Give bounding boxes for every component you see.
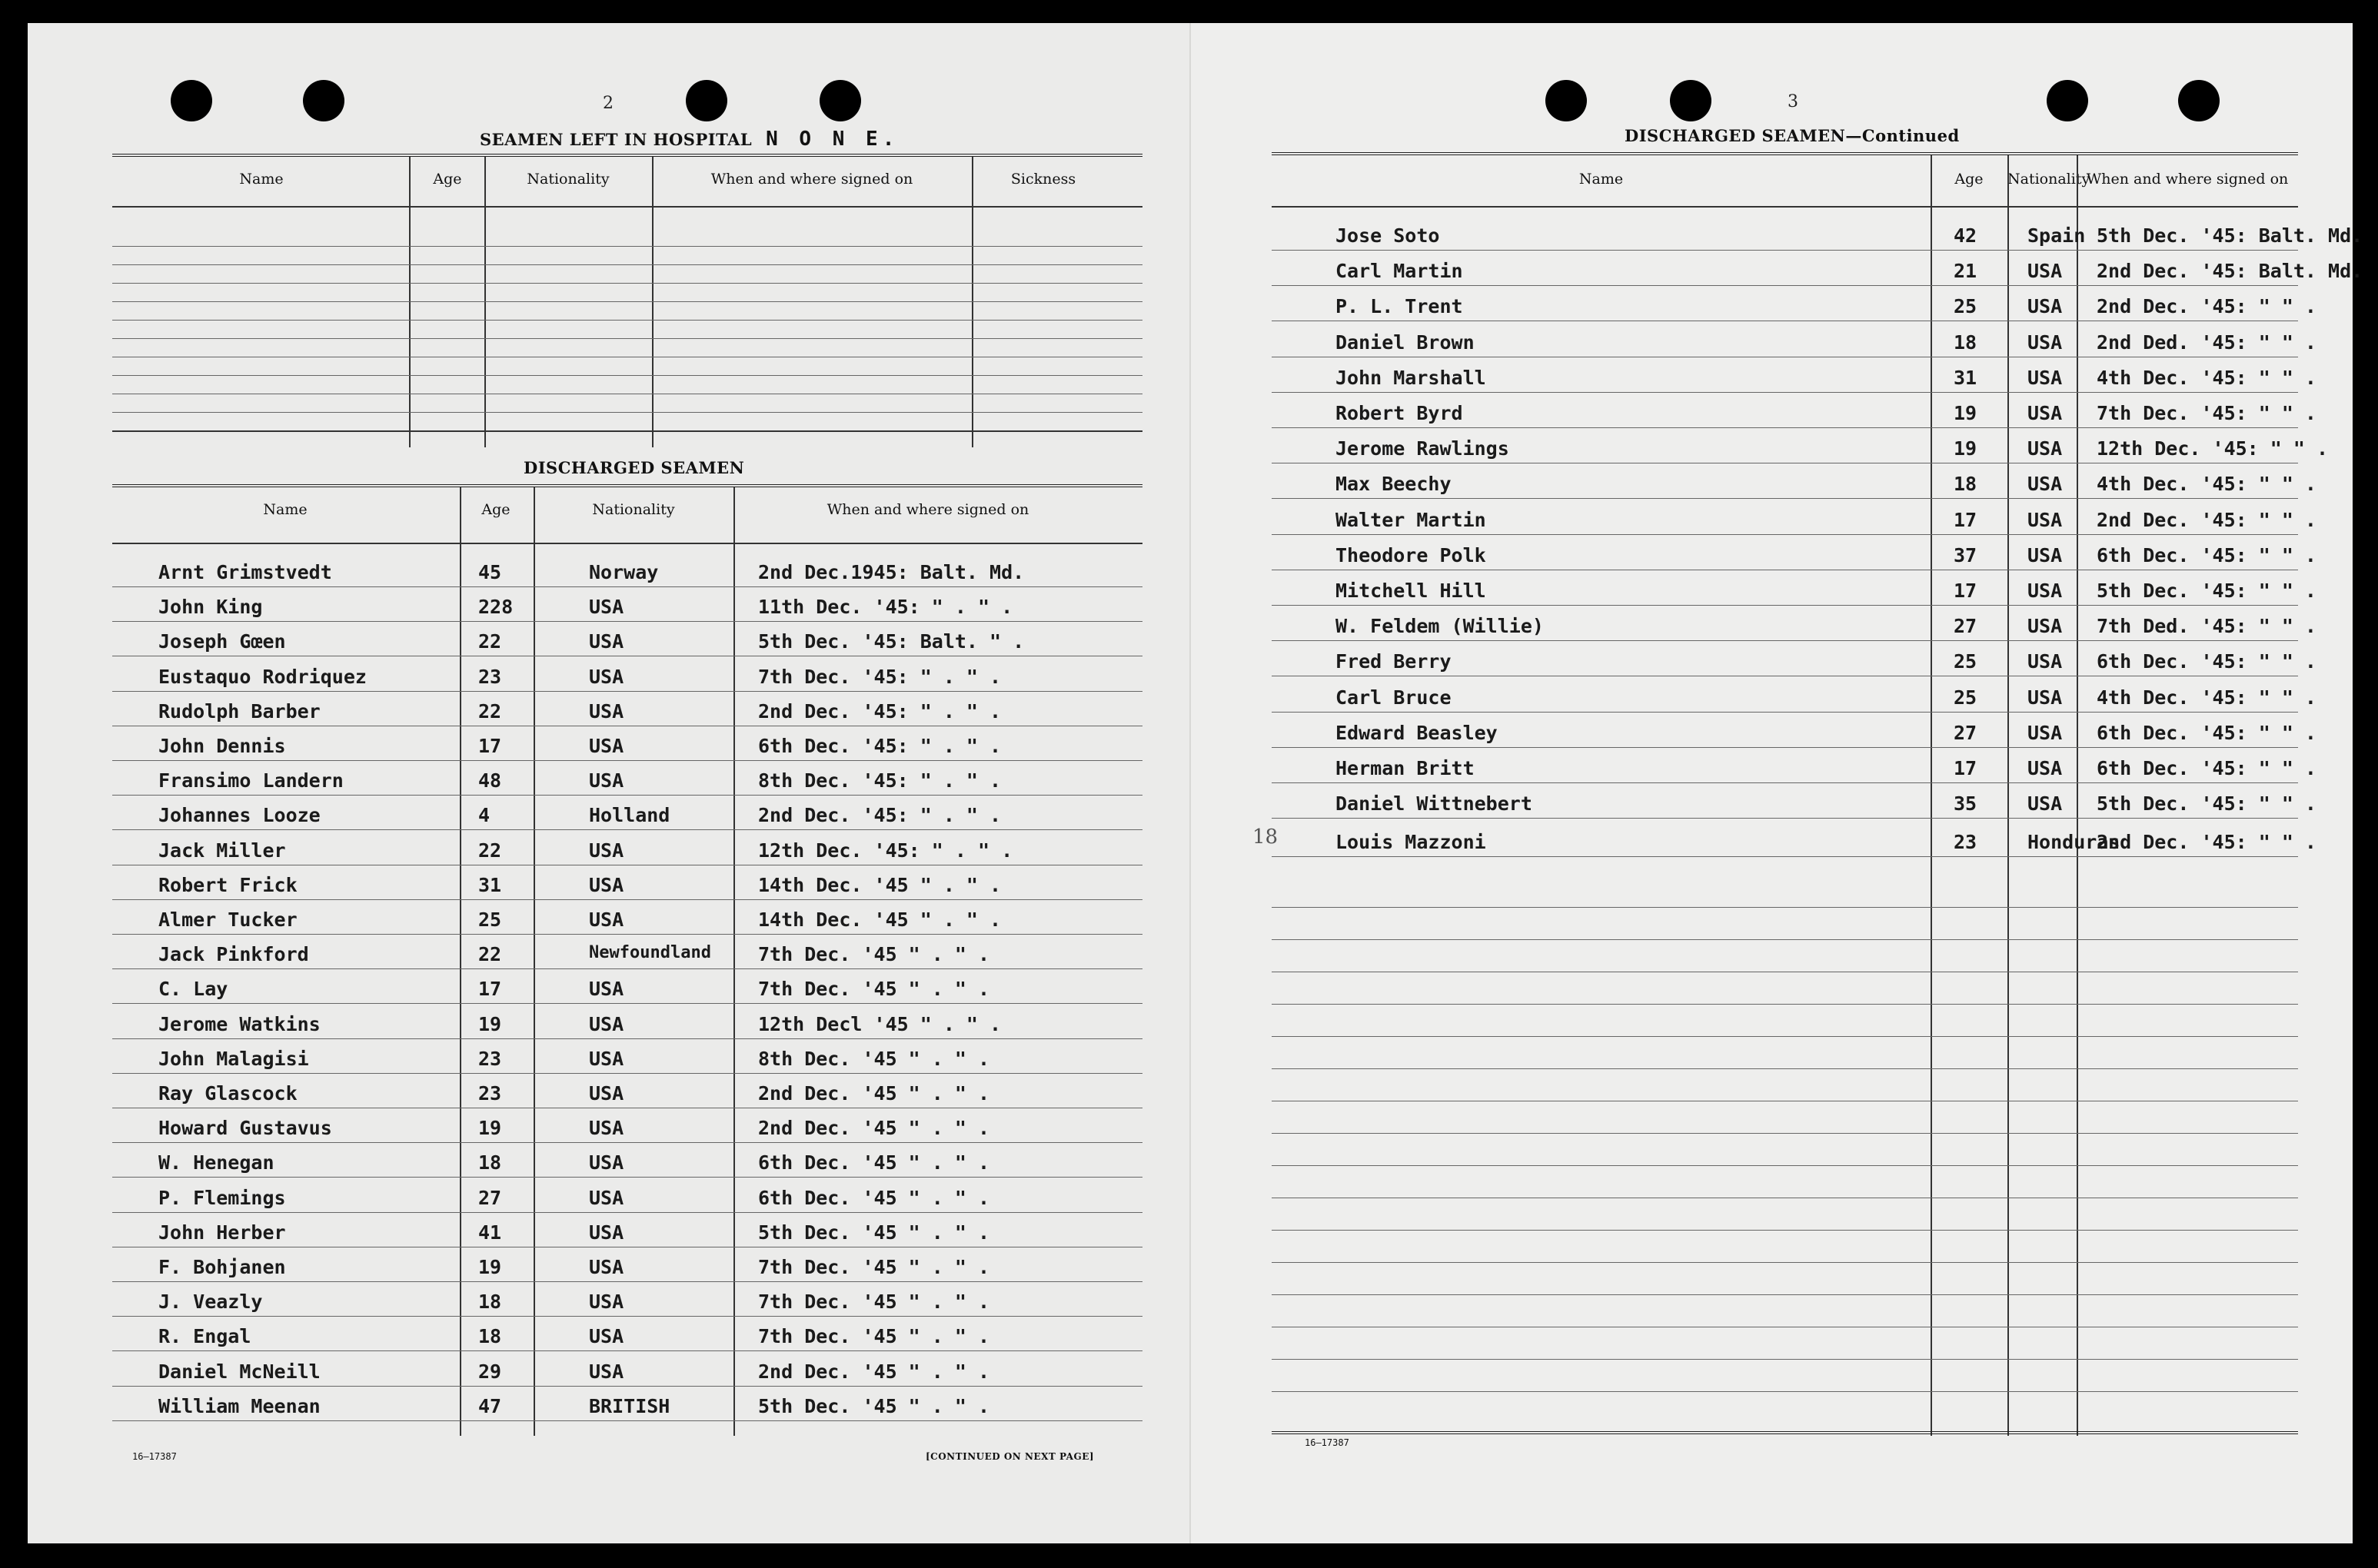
seaman-name: Carl Bruce — [1335, 686, 1452, 709]
seaman-nationality: USA — [589, 630, 624, 653]
header-when-signed: When and where signed on — [2086, 171, 2289, 188]
seaman-age: 25 — [1954, 295, 1977, 318]
header-rule — [112, 484, 1142, 487]
signed-on: 5th Dec. '45: " " . — [2097, 792, 2316, 816]
seaman-nationality: USA — [2027, 757, 2063, 779]
seaman-name: Daniel Wittnebert — [1335, 792, 1532, 816]
seaman-nationality: USA — [2027, 402, 2063, 424]
column-divider — [2007, 155, 2009, 1436]
seaman-name: John Malagisi — [158, 1047, 309, 1070]
seaman-age: 31 — [1954, 366, 1977, 389]
seaman-name: C. Lay — [158, 978, 228, 1001]
header-sickness: Sickness — [1010, 171, 1076, 188]
table-row-line — [112, 760, 1142, 761]
seaman-nationality: USA — [589, 1325, 624, 1348]
seaman-age: 22 — [478, 839, 502, 862]
column-divider — [652, 157, 654, 447]
header-when-signed: When and where signed on — [710, 171, 913, 188]
seaman-name: Edward Beasley — [1335, 721, 1498, 744]
seaman-nationality: USA — [589, 699, 624, 723]
seaman-nationality: Norway — [589, 561, 659, 583]
seaman-age: 18 — [478, 1325, 502, 1348]
seaman-name: R. Engal — [158, 1325, 251, 1348]
seaman-nationality: USA — [589, 1291, 624, 1314]
seaman-name: John Dennis — [158, 735, 286, 757]
signed-on: 6th Dec. '45 " . " . — [758, 1186, 990, 1209]
table-row-line — [1272, 818, 2298, 819]
seaman-age: 48 — [478, 769, 502, 792]
seaman-age: 25 — [478, 909, 502, 931]
seaman-nationality: USA — [2027, 615, 2063, 638]
signed-on: 2nd Dec. '45: Balt. Md. — [2097, 260, 2363, 283]
seaman-nationality: USA — [589, 1256, 624, 1278]
signed-on: 2nd Dec. '45: " " . — [2097, 508, 2316, 531]
signed-on: 4th Dec. '45: " " . — [2097, 366, 2316, 389]
seaman-name: Almer Tucker — [158, 909, 298, 931]
seaman-nationality: USA — [2027, 437, 2063, 460]
seaman-name: Joseph Gœen — [158, 630, 286, 653]
seaman-nationality: USA — [589, 1047, 624, 1070]
table-row-line — [1272, 856, 2298, 857]
seaman-nationality: USA — [2027, 543, 2063, 566]
table-row-line — [1272, 747, 2298, 748]
seaman-age: 17 — [1954, 508, 1977, 531]
seaman-age: 18 — [1954, 473, 1977, 496]
seaman-nationality: USA — [2027, 260, 2063, 283]
seaman-age: 37 — [1954, 543, 1977, 566]
signed-on: 7th Dec. '45 " . " . — [758, 1325, 990, 1348]
seaman-age: 22 — [478, 699, 502, 723]
table-row-line — [1272, 1262, 2298, 1263]
table-row-line — [112, 1073, 1142, 1074]
signed-on: 7th Dec. '45 " . " . — [758, 1291, 990, 1314]
table-row-line — [112, 586, 1142, 587]
seaman-name: J. Veazly — [158, 1291, 263, 1314]
table-row-line — [112, 1177, 1142, 1178]
seaman-nationality: USA — [589, 1221, 624, 1244]
seaman-nationality: Holland — [589, 804, 670, 827]
signed-on: 5th Dec. '45 " . " . — [758, 1221, 990, 1244]
signed-on: 6th Dec. '45: " " . — [2097, 650, 2316, 673]
table-row-line — [112, 1316, 1142, 1317]
seaman-nationality: USA — [2027, 721, 2063, 744]
signed-on: 14th Dec. '45 " . " . — [758, 873, 1002, 896]
seaman-name: P. Flemings — [158, 1186, 286, 1209]
signed-on: 2nd Dec. '45 " . " . — [758, 1117, 990, 1140]
seaman-name: Jerome Rawlings — [1335, 437, 1509, 460]
punch-hole — [171, 80, 212, 121]
seaman-age: 27 — [1954, 721, 1977, 744]
seaman-nationality: USA — [2027, 650, 2063, 673]
table-row-line — [1272, 1165, 2298, 1166]
signed-on: 2nd Dec. '45: " . " . — [758, 804, 1002, 827]
seaman-nationality: USA — [2027, 331, 2063, 354]
punch-hole — [820, 80, 861, 121]
column-divider — [534, 487, 535, 1436]
seaman-age: 23 — [478, 1047, 502, 1070]
signed-on: 14th Dec. '45 " . " . — [758, 909, 1002, 931]
seaman-name: William Meenan — [158, 1394, 321, 1417]
seaman-age: 41 — [478, 1221, 502, 1244]
signed-on: 2nd Dec. '45 " . " . — [758, 1082, 990, 1105]
seaman-nationality: USA — [589, 1186, 624, 1209]
seaman-age: 17 — [1954, 757, 1977, 779]
seaman-nationality: USA — [2027, 508, 2063, 531]
seaman-nationality: BRITISH — [589, 1394, 670, 1417]
seaman-name: Jerome Watkins — [158, 1012, 321, 1035]
signed-on: 6th Dec. '45 " . " . — [758, 1151, 990, 1174]
seaman-age: 25 — [1954, 686, 1977, 709]
seaman-name: Johannes Looze — [158, 804, 321, 827]
table-row-line — [112, 338, 1142, 339]
signed-on: 5th Dec. '45 " . " . — [758, 1394, 990, 1417]
signed-on: 2nd Dec.1945: Balt. Md. — [758, 561, 1025, 583]
seaman-age: 19 — [1954, 437, 1977, 460]
punch-hole — [2047, 80, 2088, 121]
right-page — [1189, 23, 2363, 1543]
seaman-age: 19 — [478, 1012, 502, 1035]
seaman-nationality: USA — [589, 735, 624, 757]
table-row-line — [1272, 1133, 2298, 1134]
seaman-nationality: USA — [589, 978, 624, 1001]
table-row-line — [1272, 939, 2298, 940]
signed-on: 8th Dec. '45 " . " . — [758, 1047, 990, 1070]
table-row-line — [1272, 534, 2298, 535]
seaman-nationality: USA — [589, 769, 624, 792]
seaman-nationality: USA — [589, 1117, 624, 1140]
seaman-nationality: USA — [2027, 580, 2063, 602]
table-row-line — [112, 246, 1142, 247]
table-row-line — [112, 1350, 1142, 1351]
table-row-line — [112, 320, 1142, 321]
signed-on: 12th Dec. '45: " " . — [2097, 437, 2329, 460]
table-row-line — [1272, 782, 2298, 783]
seaman-nationality: USA — [2027, 295, 2063, 318]
signed-on: 12th Dec. '45: " . " . — [758, 839, 1013, 862]
signed-on: 7th Dec. '45 " . " . — [758, 978, 990, 1001]
column-divider — [1931, 155, 1932, 1436]
seaman-name: Herman Britt — [1335, 757, 1475, 779]
seaman-name: John Herber — [158, 1221, 286, 1244]
seaman-age: 42 — [1954, 224, 1977, 247]
seaman-nationality: USA — [589, 873, 624, 896]
punch-hole — [2178, 80, 2220, 121]
seaman-name: W. Henegan — [158, 1151, 274, 1174]
header-nationality: Nationality — [2007, 171, 2090, 188]
column-divider — [972, 157, 973, 447]
seaman-name: Theodore Polk — [1335, 543, 1486, 566]
continued-note: [CONTINUED ON NEXT PAGE] — [926, 1451, 1095, 1462]
table-row-line — [112, 375, 1142, 376]
form-number: 16—17387 — [132, 1451, 177, 1462]
signed-on: 2nd Dec. '45 " . " . — [758, 1360, 990, 1383]
punch-hole — [1545, 80, 1587, 121]
page-number: 3 — [1788, 92, 1798, 111]
seaman-name: Ray Glascock — [158, 1082, 298, 1105]
seaman-age: 25 — [1954, 650, 1977, 673]
seaman-name: Arnt Grimstvedt — [158, 561, 332, 583]
table-row-line — [112, 795, 1142, 796]
page-number: 2 — [603, 94, 614, 113]
seaman-name: John King — [158, 596, 263, 619]
signed-on: 7th Dec. '45 " . " . — [758, 943, 990, 966]
seaman-nationality: Newfoundland — [589, 943, 711, 963]
table-row-line — [1272, 712, 2298, 713]
table-row-line — [1272, 498, 2298, 499]
seaman-name: Robert Byrd — [1335, 402, 1463, 424]
seaman-name: Max Beechy — [1335, 473, 1452, 496]
column-divider — [2077, 155, 2078, 1436]
seaman-name: W. Feldem (Willie) — [1335, 615, 1544, 638]
seaman-nationality: USA — [589, 596, 624, 619]
table-row-line — [112, 283, 1142, 284]
table-row-line — [1272, 1359, 2298, 1360]
seaman-age: 45 — [478, 561, 502, 583]
seaman-nationality: USA — [589, 839, 624, 862]
table-row-line — [1272, 1004, 2298, 1005]
signed-on: 6th Dec. '45: " " . — [2097, 757, 2316, 779]
punch-hole — [686, 80, 727, 121]
seaman-name: John Marshall — [1335, 366, 1486, 389]
seaman-name: Jose Soto — [1335, 224, 1440, 247]
punch-hole — [303, 80, 344, 121]
header-name: Name — [263, 501, 308, 518]
seaman-age: 17 — [478, 735, 502, 757]
seaman-nationality: USA — [2027, 473, 2063, 496]
header-age: Age — [433, 171, 462, 188]
table-row-line — [112, 412, 1142, 413]
seaman-name: Daniel McNeill — [158, 1360, 321, 1383]
seaman-name: P. L. Trent — [1335, 295, 1463, 318]
table-row-line — [112, 968, 1142, 969]
header-name: Name — [239, 171, 284, 188]
table-row-line — [112, 1038, 1142, 1039]
signed-on: 6th Dec. '45: " . " . — [758, 735, 1002, 757]
signed-on: 5th Dec. '45: Balt. " . — [758, 630, 1025, 653]
table-row-line — [112, 264, 1142, 265]
seaman-age: 23 — [478, 665, 502, 688]
form-number: 16—17387 — [1305, 1437, 1349, 1448]
seaman-name: Howard Gustavus — [158, 1117, 332, 1140]
table-row-line — [1272, 1294, 2298, 1295]
table-row-line — [1272, 1036, 2298, 1037]
signed-on: 2nd Dec. '45: " " . — [2097, 831, 2316, 854]
signed-on: 12th Decl '45 " . " . — [758, 1012, 1002, 1035]
table-row-line — [112, 829, 1142, 830]
seaman-age: 31 — [478, 873, 502, 896]
discharged-continued-title: DISCHARGED SEAMEN—Continued — [1625, 126, 1960, 145]
signed-on: 4th Dec. '45: " " . — [2097, 686, 2316, 709]
seaman-name: Fransimo Landern — [158, 769, 344, 792]
seaman-name: Rudolph Barber — [158, 699, 321, 723]
seaman-age: 18 — [1954, 331, 1977, 354]
seaman-age: 35 — [1954, 792, 1977, 816]
table-row-line — [1272, 285, 2298, 286]
seaman-nationality: USA — [589, 1012, 624, 1035]
seaman-nationality: USA — [589, 909, 624, 931]
seaman-nationality: USA — [2027, 792, 2063, 816]
signed-on: 7th Dec. '45: " " . — [2097, 402, 2316, 424]
header-age: Age — [1954, 171, 1984, 188]
header-name: Name — [1578, 171, 1624, 188]
table-row-line — [1272, 392, 2298, 393]
seaman-name: Fred Berry — [1335, 650, 1452, 673]
seaman-age: 4 — [478, 804, 491, 827]
seaman-age: 23 — [478, 1082, 502, 1105]
table-row-line — [112, 301, 1142, 302]
table-row-line — [112, 1003, 1142, 1004]
signed-on: 7th Ded. '45: " " . — [2097, 615, 2316, 638]
header-nationality: Nationality — [527, 171, 610, 188]
table-bottom-rule — [1272, 1431, 2298, 1434]
table-bottom-rule — [112, 430, 1142, 432]
seaman-name: Louis Mazzoni — [1335, 831, 1486, 854]
seaman-age: 29 — [478, 1360, 502, 1383]
header-bottom-rule — [112, 206, 1142, 208]
seaman-age: 228 — [478, 596, 514, 619]
seaman-name: Robert Frick — [158, 873, 298, 896]
seaman-age: 19 — [478, 1256, 502, 1278]
seaman-age: 19 — [478, 1117, 502, 1140]
seaman-age: 22 — [478, 630, 502, 653]
seaman-nationality: USA — [2027, 366, 2063, 389]
seaman-age: 18 — [478, 1291, 502, 1314]
signed-on: 11th Dec. '45: " . " . — [758, 596, 1013, 619]
table-row-line — [112, 1142, 1142, 1143]
seaman-age: 18 — [478, 1151, 502, 1174]
seaman-name: Walter Martin — [1335, 508, 1486, 531]
header-nationality: Nationality — [592, 501, 675, 518]
signed-on: 7th Dec. '45: " . " . — [758, 665, 1002, 688]
document-sheet — [28, 23, 2363, 1543]
signed-on: 6th Dec. '45: " " . — [2097, 721, 2316, 744]
discharged-section-title: DISCHARGED SEAMEN — [524, 458, 745, 477]
header-when-signed: When and where signed on — [826, 501, 1029, 518]
seaman-age: 21 — [1954, 260, 1977, 283]
seaman-nationality: USA — [589, 665, 624, 688]
table-row-line — [112, 1281, 1142, 1282]
table-row-line — [1272, 907, 2298, 908]
signed-on: 7th Dec. '45 " . " . — [758, 1256, 990, 1278]
seaman-age: 27 — [478, 1186, 502, 1209]
signed-on: 2nd Dec. '45: " " . — [2097, 295, 2316, 318]
table-row-line — [1272, 605, 2298, 606]
signed-on: 5th Dec. '45: Balt. Md. — [2097, 224, 2363, 247]
margin-note: 18 — [1252, 826, 1279, 849]
seaman-name: Mitchell Hill — [1335, 580, 1486, 602]
signed-on: 4th Dec. '45: " " . — [2097, 473, 2316, 496]
signed-on: 2nd Dec. '45: " . " . — [758, 699, 1002, 723]
seaman-name: Jack Pinkford — [158, 943, 309, 966]
table-row-line — [112, 1386, 1142, 1387]
signed-on: 6th Dec. '45: " " . — [2097, 543, 2316, 566]
column-divider — [460, 487, 461, 1436]
column-divider — [484, 157, 486, 447]
seaman-name: Daniel Brown — [1335, 331, 1475, 354]
table-row-line — [1272, 1230, 2298, 1231]
seaman-nationality: USA — [589, 1151, 624, 1174]
seaman-nationality: USA — [2027, 686, 2063, 709]
seaman-nationality: Honduras — [2027, 831, 2120, 854]
seaman-age: 47 — [478, 1394, 502, 1417]
header-rule — [1272, 152, 2298, 155]
seaman-age: 19 — [1954, 402, 1977, 424]
column-divider — [733, 487, 735, 1436]
table-row-line — [112, 1212, 1142, 1213]
seaman-name: Eustaquo Rodriquez — [158, 665, 367, 688]
table-row-line — [112, 899, 1142, 900]
seaman-age: 23 — [1954, 831, 1977, 854]
seaman-name: Carl Martin — [1335, 260, 1463, 283]
seaman-age: 27 — [1954, 615, 1977, 638]
seaman-name: F. Bohjanen — [158, 1256, 286, 1278]
column-divider — [409, 157, 411, 447]
signed-on: 8th Dec. '45: " . " . — [758, 769, 1002, 792]
hospital-none-value: N O N E. — [766, 128, 900, 151]
header-bottom-rule — [1272, 206, 2298, 208]
signed-on: 5th Dec. '45: " " . — [2097, 580, 2316, 602]
table-row-line — [1272, 1068, 2298, 1069]
left-page — [28, 23, 1189, 1543]
table-row-line — [112, 1420, 1142, 1421]
signed-on: 2nd Ded. '45: " " . — [2097, 331, 2316, 354]
seaman-age: 22 — [478, 943, 502, 966]
header-bottom-rule — [112, 543, 1142, 544]
table-row-line — [1272, 427, 2298, 428]
header-rule — [112, 154, 1142, 157]
table-row-line — [112, 621, 1142, 622]
seaman-nationality: Spain — [2027, 224, 2086, 247]
table-row-line — [112, 691, 1142, 692]
table-row-line — [1272, 250, 2298, 251]
table-row-line — [1272, 1391, 2298, 1392]
punch-hole — [1670, 80, 1711, 121]
table-row-line — [1272, 640, 2298, 641]
seaman-name: Jack Miller — [158, 839, 286, 862]
hospital-section-title: SEAMEN LEFT IN HOSPITAL N O N E. — [480, 128, 900, 151]
seaman-nationality: USA — [589, 1360, 624, 1383]
header-age: Age — [481, 501, 511, 518]
seaman-age: 17 — [478, 978, 502, 1001]
table-row-line — [112, 934, 1142, 935]
seaman-age: 17 — [1954, 580, 1977, 602]
seaman-nationality: USA — [589, 1082, 624, 1105]
